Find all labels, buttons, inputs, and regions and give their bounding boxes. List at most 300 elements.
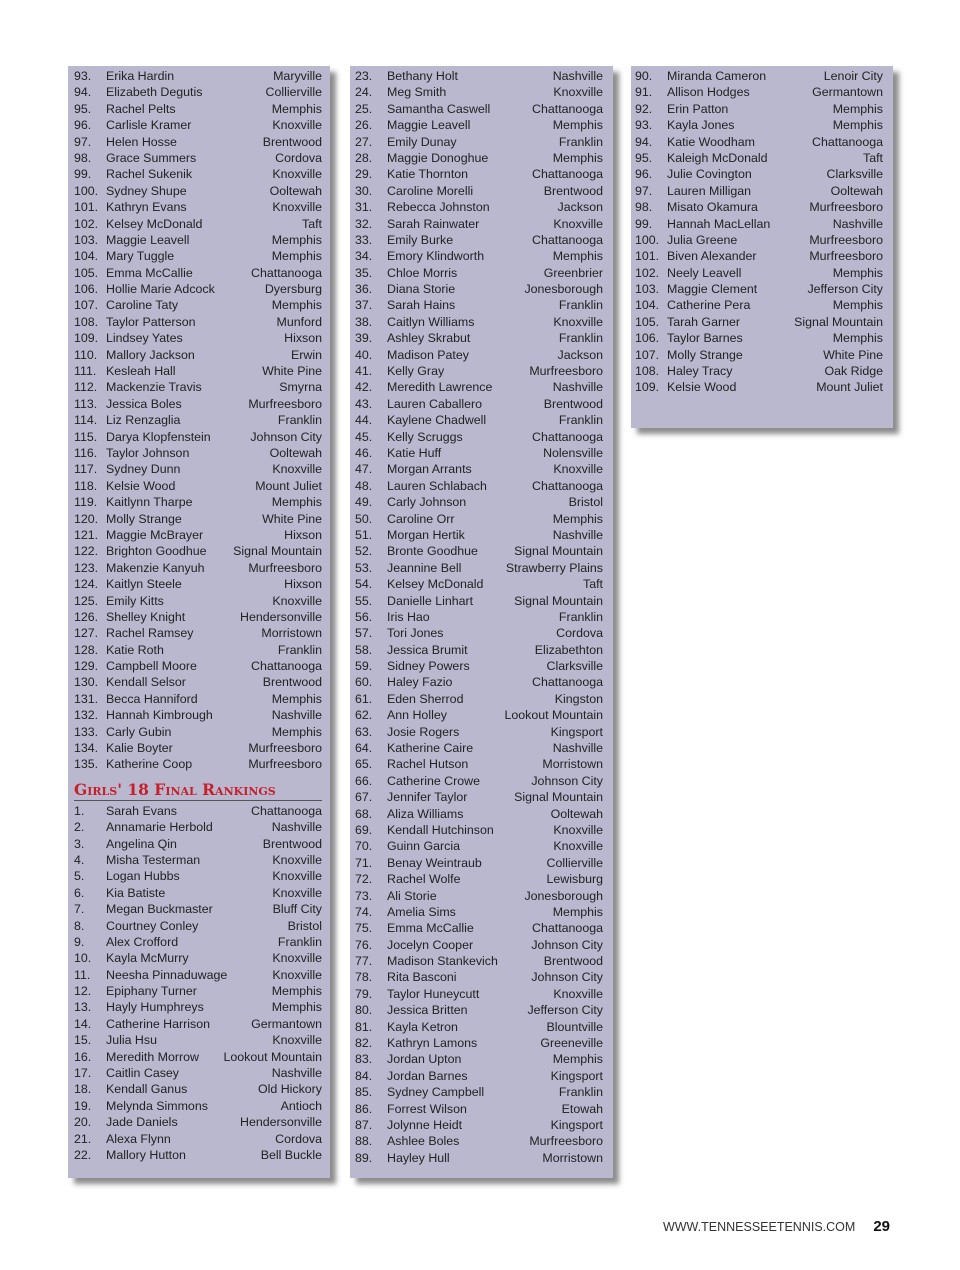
rank-number: 116. — [74, 445, 98, 460]
player-name: Becca Hanniford — [106, 691, 198, 706]
player-city: Signal Mountain — [514, 544, 603, 559]
rank-number: 9. — [74, 934, 85, 949]
rank-number: 95. — [635, 150, 653, 165]
player-city: Signal Mountain — [233, 544, 322, 559]
rank-number: 121. — [74, 527, 99, 542]
ranking-row — [635, 232, 883, 248]
rank-number: 16. — [74, 1049, 92, 1064]
player-name: Benay Weintraub — [387, 855, 482, 870]
ranking-row — [74, 543, 322, 559]
rank-number: 74. — [355, 904, 373, 919]
player-city: White Pine — [262, 511, 322, 526]
player-name: Katherine Caire — [387, 741, 474, 756]
player-name: Katherine Coop — [106, 757, 193, 772]
player-city: Brentwood — [262, 134, 322, 149]
player-city: Chattanooga — [532, 921, 603, 936]
player-name: Catherine Crowe — [387, 773, 480, 788]
player-city: Knoxville — [553, 314, 603, 329]
ranking-row — [635, 363, 883, 379]
player-name: Kathryn Lamons — [387, 1036, 478, 1051]
ranking-row — [74, 836, 322, 852]
player-city: Hendersonville — [240, 1115, 322, 1130]
rank-number: 14. — [74, 1016, 92, 1031]
player-city: Chattanooga — [532, 167, 603, 182]
player-city: Memphis — [271, 724, 322, 739]
player-name: Liz Renzaglia — [106, 413, 181, 428]
ranking-row — [74, 68, 322, 84]
player-city: Brentwood — [262, 675, 322, 690]
rank-number: 91. — [635, 85, 653, 100]
ranking-row — [74, 609, 322, 625]
ranking-row — [74, 347, 322, 363]
ranking-row — [635, 265, 883, 281]
player-city: Chattanooga — [532, 675, 603, 690]
player-city: Cordova — [556, 626, 603, 641]
player-city: Chattanooga — [532, 478, 603, 493]
rank-number: 61. — [355, 691, 373, 706]
ranking-row — [74, 478, 322, 494]
ranking-row — [355, 511, 603, 527]
rank-number: 102. — [635, 265, 660, 280]
player-name: Kendall Hutchinson — [387, 822, 494, 837]
player-city: Memphis — [552, 118, 603, 133]
player-name: Darya Klopfenstein — [106, 429, 211, 444]
player-name: Melynda Simmons — [106, 1098, 208, 1113]
player-city: Dyersburg — [264, 282, 322, 297]
player-city: Germantown — [812, 85, 883, 100]
player-city: Signal Mountain — [794, 314, 883, 329]
player-name: Kelsey McDonald — [387, 577, 484, 592]
rank-number: 71. — [355, 855, 373, 870]
player-name: Erin Patton — [667, 101, 729, 116]
ranking-row — [355, 117, 603, 133]
player-name: Kendall Ganus — [106, 1082, 188, 1097]
player-city: Memphis — [552, 150, 603, 165]
ranking-row — [635, 216, 883, 232]
player-name: Alex Crofford — [106, 934, 179, 949]
rank-number: 48. — [355, 478, 373, 493]
ranking-row — [355, 1068, 603, 1084]
player-name: Shelley Knight — [106, 609, 186, 624]
player-name: Lauren Schlabach — [387, 478, 487, 493]
section-title: Girls' 18 Final Rankings — [74, 781, 322, 801]
player-name: Angelina Qin — [106, 836, 177, 851]
player-city: Jackson — [557, 347, 603, 362]
player-name: Julia Greene — [667, 232, 738, 247]
ranking-row — [355, 1019, 603, 1035]
rank-number: 115. — [74, 429, 98, 444]
rank-number: 73. — [355, 888, 373, 903]
player-name: Helen Hosse — [106, 134, 177, 149]
player-city: Greenbrier — [543, 265, 603, 280]
player-city: Brentwood — [543, 183, 603, 198]
rank-number: 107. — [635, 347, 660, 362]
rank-number: 63. — [355, 724, 373, 739]
player-city: White Pine — [262, 364, 322, 379]
ranking-row — [74, 1016, 322, 1032]
rank-number: 85. — [355, 1085, 373, 1100]
player-city: Knoxville — [553, 462, 603, 477]
player-name: Samantha Caswell — [387, 101, 491, 116]
ranking-row — [74, 396, 322, 412]
rank-number: 120. — [74, 511, 99, 526]
player-name: Mallory Jackson — [106, 347, 195, 362]
rank-number: 62. — [355, 708, 373, 723]
ranking-row — [355, 920, 603, 936]
ranking-row — [355, 1035, 603, 1051]
player-name: Diana Storie — [387, 282, 456, 297]
footer-url[interactable]: WWW.TENNESSEETENNIS.COM — [662, 1220, 856, 1234]
rank-number: 56. — [355, 609, 373, 624]
rank-number: 10. — [74, 951, 92, 966]
ranking-row — [355, 1002, 603, 1018]
player-city: Taft — [583, 577, 603, 592]
player-name: Iris Hao — [387, 609, 430, 624]
rank-number: 128. — [74, 642, 99, 657]
rank-number: 51. — [355, 527, 373, 542]
rank-number: 44. — [355, 413, 373, 428]
ranking-row — [355, 609, 603, 625]
player-city: Memphis — [552, 249, 603, 264]
player-name: Ashley Skrabut — [387, 331, 471, 346]
player-city: Chattanooga — [251, 803, 322, 818]
player-city: Nashville — [552, 380, 603, 395]
player-name: Lauren Milligan — [667, 183, 752, 198]
ranking-row — [74, 84, 322, 100]
ranking-row — [74, 363, 322, 379]
ranking-row — [635, 330, 883, 346]
rank-number: 64. — [355, 741, 373, 756]
ranking-row — [355, 969, 603, 985]
player-city: Memphis — [832, 265, 883, 280]
ranking-row — [355, 871, 603, 887]
ranking-row — [74, 674, 322, 690]
rank-number: 103. — [74, 232, 99, 247]
player-city: Ooltewah — [269, 183, 322, 198]
rank-number: 78. — [355, 970, 373, 985]
rank-number: 98. — [74, 150, 92, 165]
player-city: Ooltewah — [269, 445, 322, 460]
ranking-row — [635, 248, 883, 264]
player-name: Danielle Linhart — [387, 593, 474, 608]
ranking-row — [355, 1084, 603, 1100]
rank-number: 65. — [355, 757, 373, 772]
player-city: Memphis — [271, 984, 322, 999]
player-city: Knoxville — [553, 822, 603, 837]
ranking-row — [74, 166, 322, 182]
rank-number: 49. — [355, 495, 373, 510]
player-name: Mackenzie Travis — [106, 380, 202, 395]
player-city: Erwin — [291, 347, 322, 362]
rank-number: 125. — [74, 593, 99, 608]
rank-number: 72. — [355, 872, 373, 887]
rank-number: 95. — [74, 101, 92, 116]
ranking-row — [355, 248, 603, 264]
player-name: Rachel Hutson — [387, 757, 469, 772]
rank-number: 68. — [355, 806, 373, 821]
ranking-row — [635, 347, 883, 363]
player-name: Hayly Humphreys — [106, 1000, 204, 1015]
player-city: Cordova — [275, 150, 322, 165]
rank-number: 102. — [74, 216, 99, 231]
rank-number: 114. — [74, 413, 98, 428]
player-city: Memphis — [271, 691, 322, 706]
rank-number: 67. — [355, 790, 373, 805]
player-city: Chattanooga — [812, 134, 883, 149]
rank-number: 25. — [355, 101, 373, 116]
rank-number: 46. — [355, 445, 373, 460]
player-name: Katie Roth — [106, 642, 164, 657]
rank-number: 113. — [74, 396, 98, 411]
rank-number: 35. — [355, 265, 373, 280]
player-city: Clarksville — [826, 167, 883, 182]
player-name: Meg Smith — [387, 85, 447, 100]
player-city: Oak Ridge — [824, 364, 883, 379]
ranking-row — [74, 868, 322, 884]
ranking-row — [74, 527, 322, 543]
page-footer — [663, 1218, 890, 1235]
player-name: Jordan Barnes — [387, 1068, 468, 1083]
player-name: Taylor Huneycutt — [387, 986, 480, 1001]
ranking-row — [74, 658, 322, 674]
player-city: Memphis — [271, 101, 322, 116]
ranking-row — [355, 789, 603, 805]
player-name: Kaitlyn Steele — [106, 577, 182, 592]
rank-number: 100. — [74, 183, 99, 198]
player-name: Epiphany Turner — [106, 984, 197, 999]
rank-number: 109. — [74, 331, 99, 346]
ranking-row — [355, 445, 603, 461]
player-city: Knoxville — [272, 462, 322, 477]
ranking-row — [74, 803, 322, 819]
player-city: Bell Buckle — [260, 1148, 322, 1162]
player-city: Maryville — [273, 69, 322, 83]
ranking-row — [74, 852, 322, 868]
player-name: Ali Storie — [387, 888, 437, 903]
player-city: Morristown — [542, 1150, 603, 1165]
ranking-row — [355, 724, 603, 740]
ranking-row — [635, 117, 883, 133]
ranking-row — [74, 511, 322, 527]
ranking-row — [355, 216, 603, 232]
rank-number: 134. — [74, 741, 99, 756]
ranking-row — [74, 1081, 322, 1097]
player-name: Katie Thornton — [387, 167, 469, 182]
player-city: Knoxville — [272, 1033, 322, 1048]
player-city: Antioch — [280, 1098, 322, 1113]
player-name: Julie Covington — [667, 167, 752, 182]
player-name: Emily Kitts — [106, 593, 164, 608]
rank-number: 86. — [355, 1101, 373, 1116]
rank-number: 40. — [355, 347, 373, 362]
player-city: Blountville — [546, 1019, 603, 1034]
rank-number: 84. — [355, 1068, 373, 1083]
player-name: Carlisle Kramer — [106, 118, 192, 133]
player-name: Sarah Evans — [106, 803, 177, 818]
ranking-row — [355, 740, 603, 756]
ranking-row — [355, 396, 603, 412]
rank-number: 41. — [355, 364, 373, 379]
player-name: Caroline Taty — [106, 298, 179, 313]
player-city: Chattanooga — [532, 429, 603, 444]
player-city: Nashville — [271, 708, 322, 723]
ranking-row — [355, 838, 603, 854]
rank-number: 96. — [74, 118, 92, 133]
player-city: Memphis — [832, 298, 883, 313]
player-city: Nashville — [552, 69, 603, 83]
player-city: Murfreesboro — [529, 1134, 603, 1149]
ranking-row — [74, 707, 322, 723]
rank-number: 3. — [74, 836, 85, 851]
player-name: Jolynne Heidt — [387, 1118, 463, 1132]
rank-number: 106. — [74, 282, 99, 297]
ranking-row — [74, 999, 322, 1015]
ranking-row — [355, 527, 603, 543]
player-city: Ooltewah — [550, 806, 603, 821]
rank-number: 112. — [74, 380, 98, 395]
rank-number: 88. — [355, 1134, 373, 1149]
player-name: Molly Strange — [106, 511, 182, 526]
rank-number: 58. — [355, 642, 373, 657]
player-city: Memphis — [271, 249, 322, 264]
rank-number: 97. — [635, 183, 653, 198]
player-name: Kaitlynn Tharpe — [106, 495, 193, 510]
rank-number: 111. — [74, 364, 97, 379]
ranking-row — [355, 642, 603, 658]
player-city: Franklin — [558, 331, 603, 346]
ranking-row — [74, 724, 322, 740]
player-city: Bristol — [287, 918, 322, 933]
ranking-row — [355, 1117, 603, 1133]
player-name: Maggie Leavell — [106, 232, 190, 247]
player-city: Signal Mountain — [514, 790, 603, 805]
rank-number: 105. — [74, 265, 99, 280]
player-city: Franklin — [558, 134, 603, 149]
rank-number: 59. — [355, 659, 373, 674]
player-city: Mount Juliet — [816, 380, 883, 395]
player-name: Kesleah Hall — [106, 364, 176, 379]
ranking-row — [74, 642, 322, 658]
player-name: Kelsie Wood — [667, 380, 737, 395]
player-city: Murfreesboro — [529, 364, 603, 379]
player-name: Sarah Rainwater — [387, 216, 480, 231]
player-name: Jessica Brumit — [387, 642, 468, 657]
rank-number: 107. — [74, 298, 99, 313]
player-city: Memphis — [271, 298, 322, 313]
rank-number: 18. — [74, 1082, 92, 1097]
player-name: Kelly Gray — [387, 364, 445, 379]
player-name: Julia Hsu — [106, 1033, 157, 1048]
player-name: Kalie Boyter — [106, 741, 173, 756]
rank-number: 60. — [355, 675, 373, 690]
rankings-column-1 — [68, 66, 330, 1178]
ranking-row — [355, 625, 603, 641]
page-number: 29 — [873, 1218, 890, 1235]
player-name: Jessica Britten — [387, 1003, 468, 1018]
rank-number: 83. — [355, 1052, 373, 1067]
rank-number: 30. — [355, 183, 373, 198]
ranking-row — [74, 461, 322, 477]
ranking-row — [355, 429, 603, 445]
player-city: Memphis — [271, 1000, 322, 1015]
rank-number: 52. — [355, 544, 373, 559]
rank-number: 135. — [74, 757, 99, 772]
player-name: Ashlee Boles — [387, 1134, 460, 1149]
player-name: Taylor Patterson — [106, 314, 196, 329]
player-name: Maggie Clement — [667, 282, 758, 297]
player-city: Johnson City — [531, 773, 603, 788]
ranking-row — [74, 576, 322, 592]
ranking-row — [355, 1101, 603, 1117]
rank-number: 82. — [355, 1036, 373, 1051]
rank-number: 97. — [74, 134, 92, 149]
rank-number: 29. — [355, 167, 373, 182]
player-city: Strawberry Plains — [505, 560, 603, 575]
ranking-row — [355, 281, 603, 297]
player-city: Murfreesboro — [248, 757, 322, 772]
player-name: Jade Daniels — [106, 1115, 178, 1130]
rankings-column-3 — [631, 66, 893, 428]
player-name: Emory Klindworth — [387, 249, 485, 264]
rank-number: 101. — [635, 249, 660, 264]
player-city: Memphis — [552, 1052, 603, 1067]
ranking-row — [74, 934, 322, 950]
rank-number: 104. — [635, 298, 660, 313]
player-name: Catherine Pera — [667, 298, 751, 313]
player-city: Knoxville — [272, 951, 322, 966]
player-city: Elizabethton — [534, 642, 603, 657]
player-city: Taft — [302, 216, 322, 231]
player-city: Knoxville — [272, 885, 322, 900]
player-city: Morristown — [542, 757, 603, 772]
ranking-row — [74, 625, 322, 641]
ranking-row — [355, 855, 603, 871]
rank-number: 108. — [635, 364, 660, 379]
rank-number: 39. — [355, 331, 373, 346]
ranking-row — [74, 199, 322, 215]
rank-number: 126. — [74, 609, 99, 624]
ranking-row — [635, 199, 883, 215]
rank-number: 12. — [74, 984, 92, 999]
rank-number: 75. — [355, 921, 373, 936]
player-name: Kayla Ketron — [387, 1019, 458, 1034]
rank-number: 37. — [355, 298, 373, 313]
player-city: Germantown — [251, 1016, 322, 1031]
player-name: Emma McCallie — [106, 265, 193, 280]
player-name: Haley Tracy — [667, 364, 733, 379]
rank-number: 32. — [355, 216, 373, 231]
ranking-row — [355, 134, 603, 150]
rank-number: 104. — [74, 249, 99, 264]
rank-number: 100. — [635, 232, 660, 247]
player-city: Brentwood — [262, 836, 322, 851]
rank-number: 106. — [635, 331, 660, 346]
player-name: Morgan Hertik — [387, 527, 465, 542]
rank-number: 92. — [635, 101, 653, 116]
ranking-row — [355, 166, 603, 182]
player-name: Courtney Conley — [106, 918, 199, 933]
player-city: Jonesborough — [524, 888, 603, 903]
player-city: Knoxville — [553, 839, 603, 854]
player-name: Kaleigh McDonald — [667, 150, 768, 165]
player-name: Meredith Lawrence — [387, 380, 493, 395]
ranking-row — [355, 347, 603, 363]
player-name: Caitlin Casey — [106, 1066, 179, 1081]
player-city: Kingston — [554, 691, 603, 706]
ranking-row — [355, 68, 603, 84]
ranking-row — [355, 560, 603, 576]
ranking-row — [355, 101, 603, 117]
